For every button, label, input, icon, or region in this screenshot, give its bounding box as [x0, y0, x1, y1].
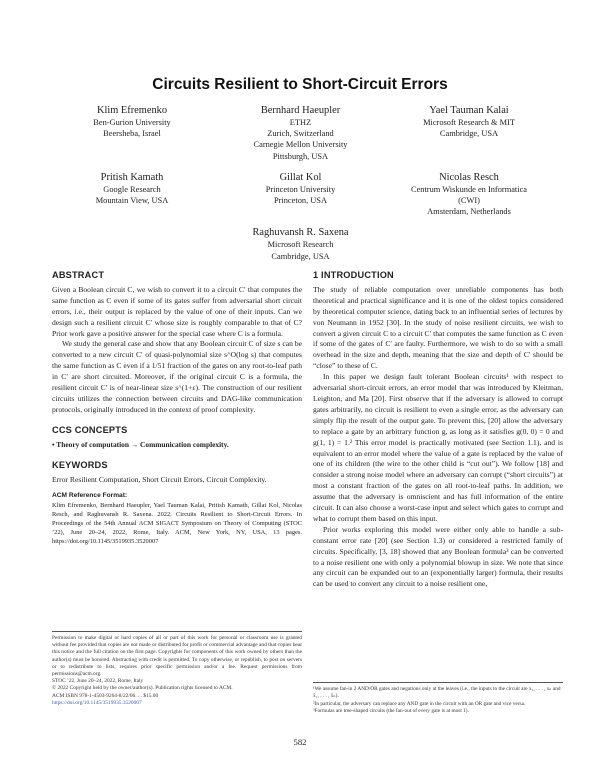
- abstract-heading: ABSTRACT: [52, 270, 105, 280]
- author-affiliation: Amsterdam, Netherlands: [427, 207, 511, 217]
- author: [217, 226, 385, 261]
- author-name: Gillat Kol: [279, 171, 322, 183]
- introduction-heading: 1 INTRODUCTION: [313, 270, 394, 280]
- left-column: [52, 270, 302, 546]
- author-affiliation: Mountain View, USA: [95, 196, 169, 206]
- author-affiliation: Zurich, Switzerland: [267, 129, 334, 139]
- keywords-text: Error Resilient Computation, Short Circuit Errors, Circuit Complexity.: [52, 474, 267, 484]
- permission-block: [52, 631, 302, 707]
- isbn-line: ACM ISBN 978-1-4503-9264-8/22/06. . . $15.00: [52, 692, 159, 699]
- ccs-heading: CCS CONCEPTS: [52, 424, 128, 435]
- keywords-heading: KEYWORDS: [52, 459, 108, 470]
- author-affiliation: Carnegie Mellon University: [253, 140, 348, 150]
- reference-format-text: Klim Efremenko, Bernhard Haeupler, Yael Tauman Kalai, Pritish Kamath, Gillat Kol, Nicolas Resch, and Raghuvansh R. Saxena. 2022. Circuits Resilient to Short-Circuit Errors. In Proceedings of the 54th Annual ACM SIGACT Symposium on Theory of Computing (STOC ’22), June 20–24, 2022, Rome, Italy. ACM, New York, NY, USA, 13 pages. https://doi.org/10.1145/3519935.3520007: [52, 502, 302, 545]
- author-affiliation: (CWI): [458, 196, 480, 206]
- author-affiliation: Princeton University: [265, 184, 336, 194]
- author-name: Klim Efremenko: [96, 105, 168, 116]
- paper-title: Circuits Resilient to Short-Circuit Errors: [152, 76, 448, 93]
- author: [385, 104, 553, 162]
- author-affiliation: Centrum Wiskunde en Informatica: [410, 184, 528, 194]
- author: [48, 104, 216, 162]
- author: [217, 171, 385, 218]
- author-name: Pritish Kamath: [100, 171, 164, 183]
- intro-paragraph: The study of reliable computation over unreliable components has both theoretical and practical significance and it is one of the oldest topics considered by theoretical computer science, dating back to an influential series of lectures by von Neumann in 1952 [30]. In the study of noise resilient circuits, we wish to convert a given circuit C to a circuit C′ that computes the same function as C even if some of the gates of C′ are faulty. Furthermore, we wish to do so with a small overhead in the size and depth, meaning that the size and depth of C′ should be “close” to these of C.: [313, 284, 563, 371]
- author-row-2: [48, 171, 553, 218]
- footnote: ¹We assume fan-in 2 AND/OR gates and negations only at the leaves (i.e., the inputs to the circuit are x₁, . . . , xₙ and x̄₁, . . . , x̄ₙ).: [313, 686, 561, 700]
- permission-text: Permission to make digital or hard copies of all or part of this work for personal or classroom use is granted without fee provided that copies are not made or distributed for profit or commercial advantage and that copies bear this notice and the full citation on the first page. Copyrights for components of this work owned by others than the author(s) must be honored. Abstracting with credit is permitted. To copy otherwise, or republish, to post on servers or to redistribute to lists, requires prior specific permission and/or a fee. Request permissions from permissions@acm.org.: [52, 635, 302, 678]
- author-name: Raghuvansh R. Saxena: [252, 227, 349, 239]
- author-affiliation: Pittsburgh, USA: [272, 151, 329, 161]
- intro-paragraph: In this paper we design fault tolerant Boolean circuits¹ with respect to adversarial short-circuit errors, an error model that was introduced by Kleitman, Leighton, and Ma [20]. First observe that if the adversary is allowed to corrupt gates arbitrarily, no circuit is resilient to even a single error, as the adversary can simply flip the result of the output gate. To prevent this, [20] allow the adversary to replace a gate by an arbitrary function g, as long as it satisfies g(0, 0) = 0 and g(1, 1) = 1.² This error model is practically motivated (see Section 1.1), and is equivalent to an error model where the value of a gate is replaced by the value of one of its children (the wire to the other child is “cut out”). We follow [18] and consider a strong noise model where an adversary can corrupt (“short circuits”) at most a constant fraction of the gates on all root-to-leaf paths. In addition, we assume that the adversary is omniscient and has full information of the entire circuit. It can also choose a worst-case input and select which gates to corrupt and what to corrupt them based on this input.: [313, 372, 563, 523]
- abstract-paragraph: We study the general case and show that any Boolean circuit C of size s can be converted to a new circuit C′ of quasi-polynomial size s^O(log s) that computes the same function as C even if a 1/51 fraction of the gates on any root-to-leaf path in C′ are short circuited. Moreover, if the original circuit C is a formula, the resilient circuit C′ is of near-linear size s^(1+ε). The construction of our resilient circuits utilizes the connection between circuits and DAG-like communication protocols, originally introduced in the context of proof complexity.: [52, 339, 302, 414]
- abstract-paragraph: Given a Boolean circuit C, we wish to convert it to a circuit C′ that computes the same function as C even if some of its gates suffer from adversarial short circuit errors, i.e., their output is replaced by the value of one of their inputs. Can we design such a resilient circuit C′ whose size is roughly comparable to that of C? Prior work gave a positive answer for the special case where C is a formula.: [52, 284, 302, 338]
- footnote: ³Formulas are tree-shaped circuits (the fan-out of every gate is at most 1).: [313, 708, 469, 715]
- author-row-1: [48, 104, 553, 162]
- author-affiliation: Beersheba, Israel: [103, 129, 161, 139]
- author-affiliation: ETHZ: [289, 118, 312, 127]
- footnote: ²In particular, the adversary can replace any AND gate in the circuit with an OR gate and vice versa.: [313, 700, 526, 707]
- author-affiliation: Cambridge, USA: [271, 251, 330, 261]
- author-name: Nicolas Resch: [439, 171, 499, 183]
- right-column: [313, 270, 563, 590]
- author-affiliation: Cambridge, USA: [439, 129, 499, 139]
- doi-link[interactable]: https://doi.org/10.1145/3519935.3520007: [52, 699, 142, 706]
- author: [385, 171, 553, 218]
- intro-paragraph: Prior works exploring this model were either only able to handle a sub-constant error rate [20] (see Section 1.3) or considered a restricted family of circuits. Specifically, [3, 18] showed that any Boolean formula³ can be converted to a noise resilient one with only a polynomial blowup in size. We note that since any circuit can be expanded out to an (exponentially larger) formula, their results can be used to convert any circuit to a noise resilient one,: [313, 524, 563, 589]
- footnotes: [313, 682, 563, 716]
- reference-format-heading: ACM Reference Format:: [52, 492, 128, 500]
- author: [48, 171, 216, 218]
- author-affiliation: Princeton, USA: [273, 196, 328, 206]
- ccs-text: • Theory of computation → Communication complexity.: [52, 439, 229, 449]
- author-block: [48, 104, 553, 271]
- author-affiliation: Microsoft Research: [267, 240, 334, 250]
- author-affiliation: Microsoft Research & MIT: [423, 118, 515, 127]
- author-row-3: [48, 226, 553, 261]
- author-name: Yael Tauman Kalai: [429, 105, 509, 116]
- author-affiliation: Ben-Gurion University: [93, 118, 171, 127]
- author-name: Bernhard Haeupler: [260, 105, 341, 116]
- page-number: 582: [293, 737, 307, 747]
- author: [217, 104, 385, 162]
- venue-line: STOC ’22, June 20–24, 2022, Rome, Italy: [52, 678, 144, 685]
- copyright-line: © 2022 Copyright held by the owner/author(s). Publication rights licensed to ACM.: [52, 685, 233, 692]
- author-affiliation: Google Research: [103, 184, 161, 194]
